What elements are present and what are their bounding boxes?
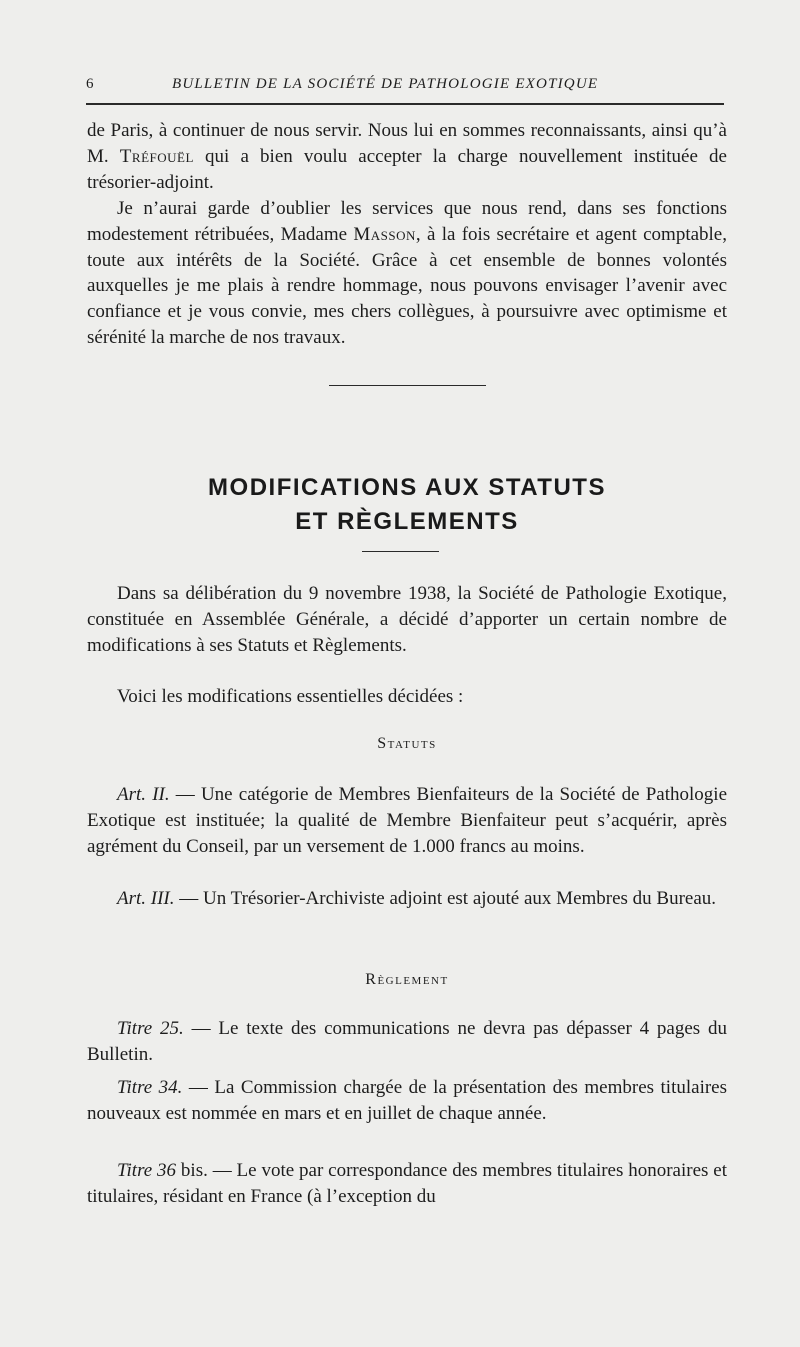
page-number: 6 bbox=[86, 76, 95, 92]
intro-paragraph-2: Je n’aurai garde d’oublier les services que nous rend, dans ses fonctions modestement rétribuées, Madame Masson, à la fois secrétaire et agent comptable, toute aux intérêts de la Société. Grâce à cet ensemble de bonnes volontés auxquelles je me plais à rendre hommage, nous pouvons envisager l’avenir avec confiance et je vous convie, mes chers collègues, à poursuivre avec optimisme et sérénité la marche de nos travaux. bbox=[87, 198, 727, 348]
deliberation-paragraph: Dans sa délibération du 9 novembre 1938, la Société de Pathologie Exotique, constituée en Assemblée Générale, a décidé d’apporter un certain nombre de modifications à ses Statuts et Règlements. bbox=[87, 583, 727, 656]
article-3-label: Art. III. bbox=[117, 888, 175, 909]
person-name-trefouel: Tréfouël bbox=[119, 145, 194, 167]
statuts-heading: Statuts bbox=[377, 735, 437, 752]
titre-36-bis: Titre 36 bis. — Le vote par correspondance des membres titulaires honoraires et titulaires, résidant en France (à l’exception du bbox=[87, 1160, 727, 1207]
person-name-masson: Masson bbox=[353, 223, 416, 245]
titre-34-label: Titre 34. bbox=[117, 1077, 183, 1098]
running-head bbox=[86, 76, 726, 98]
header-rule bbox=[86, 103, 724, 105]
journal-title: BULLETIN DE LA SOCIÉTÉ DE PATHOLOGIE EXOTIQUE bbox=[172, 76, 599, 92]
titre-25-label: Titre 25. bbox=[117, 1018, 184, 1039]
titre-36-label: Titre 36 bbox=[117, 1160, 177, 1181]
intro-paragraph-1: de Paris, à continuer de nous servir. Nous lui en sommes reconnaissants, ainsi qu’à M. Tréfouël qui a bien voulu accepter la charge nouvellement instituée de trésorier-adjoint. bbox=[87, 120, 727, 193]
article-3: Art. III. — Un Trésorier-Archiviste adjoint est ajouté aux Membres du Bureau. bbox=[117, 888, 717, 909]
section-title-line-1: MODIFICATIONS AUX STATUTS bbox=[208, 474, 606, 501]
modifications-intro: Voici les modifications essentielles décidées : bbox=[117, 686, 464, 707]
titre-25: Titre 25. — Le texte des communications ne devra pas dépasser 4 pages du Bulletin. bbox=[87, 1018, 727, 1065]
section-title-line-2: ET RÈGLEMENTS bbox=[295, 508, 519, 535]
section-separator bbox=[329, 385, 486, 386]
article-2-label: Art. II. bbox=[117, 784, 170, 805]
title-underline bbox=[362, 551, 439, 552]
reglement-heading: Règlement bbox=[365, 971, 449, 988]
article-2: Art. II. — Une catégorie de Membres Bienfaiteurs de la Société de Pathologie Exotique est instituée; la qualité de Membre Bienfaiteur peut s’acquérir, après agrément du Conseil, par un versement de 1.000 francs au moins. bbox=[87, 784, 728, 857]
titre-34: Titre 34. — La Commission chargée de la présentation des membres titulaires nouveaux est nommée en mars et en juillet de chaque année. bbox=[87, 1077, 727, 1124]
